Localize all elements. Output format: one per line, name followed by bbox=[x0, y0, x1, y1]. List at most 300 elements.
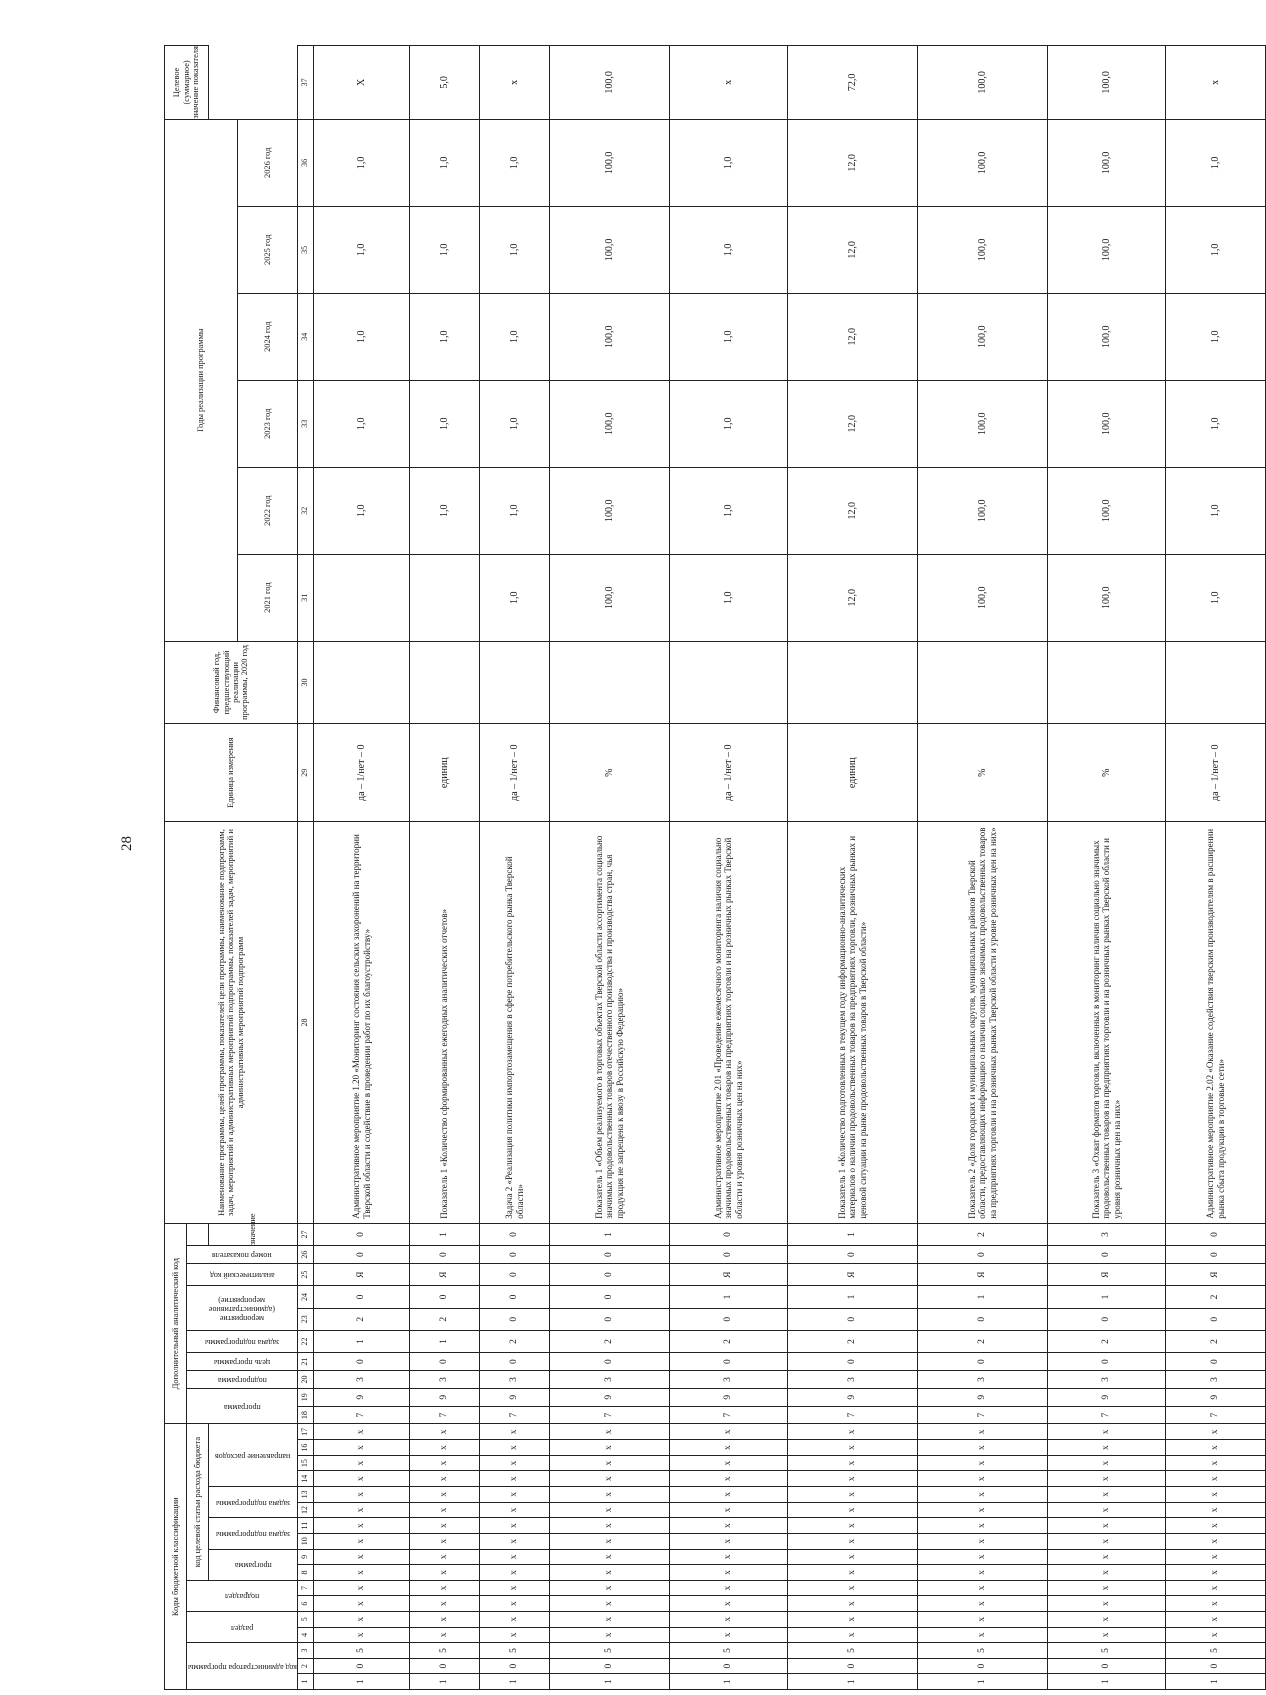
column-number: 18 bbox=[298, 1406, 314, 1424]
code-cell: х bbox=[550, 1424, 670, 1440]
code-cell: х bbox=[918, 1471, 1048, 1487]
year-value-cell: 100,0 bbox=[1048, 554, 1166, 641]
code-cell: х bbox=[670, 1518, 788, 1534]
subsection-header: подраздел bbox=[224, 1592, 260, 1602]
year-value-cell: 1,0 bbox=[410, 293, 480, 380]
code-cell: х bbox=[918, 1440, 1048, 1456]
year-value-cell: 1,0 bbox=[1166, 206, 1266, 293]
code-cell: 1 bbox=[410, 1330, 480, 1352]
code-cell: 0 bbox=[314, 1246, 410, 1264]
code-cell: х bbox=[1166, 1487, 1266, 1503]
target-item-header: код целевой статьи расхода бюджета bbox=[187, 1424, 209, 1580]
fin-year-cell bbox=[480, 641, 550, 724]
code-cell: 5 bbox=[314, 1643, 410, 1659]
code-cell: х bbox=[1048, 1455, 1166, 1471]
code-cell: х bbox=[410, 1565, 480, 1581]
target-value-cell: 5,0 bbox=[410, 46, 480, 120]
year-value-cell bbox=[314, 554, 410, 641]
unit-cell: да – 1/нет – 0 bbox=[670, 724, 788, 822]
year-value-cell: 1,0 bbox=[1166, 554, 1266, 641]
code-cell: х bbox=[410, 1596, 480, 1612]
year-value-cell: 100,0 bbox=[1048, 380, 1166, 467]
code-cell: 9 bbox=[918, 1388, 1048, 1406]
code-cell: х bbox=[1048, 1580, 1166, 1596]
code-cell: 5 bbox=[670, 1643, 788, 1659]
code-cell: 0 bbox=[788, 1658, 918, 1674]
code-cell: 2 bbox=[670, 1330, 788, 1352]
table-row bbox=[918, 46, 1048, 1690]
code-cell: 0 bbox=[550, 1658, 670, 1674]
target-value-cell: х bbox=[1166, 46, 1266, 120]
year-value-cell: 1,0 bbox=[410, 380, 480, 467]
code-cell: Я bbox=[670, 1264, 788, 1286]
year-value-cell: 100,0 bbox=[1048, 467, 1166, 554]
table-row bbox=[480, 46, 550, 1690]
unit-cell: единиц bbox=[410, 724, 480, 822]
code-cell: х bbox=[550, 1518, 670, 1534]
code-cell: 0 bbox=[1166, 1308, 1266, 1330]
code-cell: 0 bbox=[1048, 1353, 1166, 1371]
year-value-cell: 1,0 bbox=[670, 554, 788, 641]
code-cell: 2 bbox=[550, 1330, 670, 1352]
code-cell: х bbox=[550, 1471, 670, 1487]
code-cell: х bbox=[314, 1518, 410, 1534]
code-cell: х bbox=[1048, 1440, 1166, 1456]
code-cell: 0 bbox=[1048, 1246, 1166, 1264]
code-cell: 9 bbox=[670, 1388, 788, 1406]
code-cell: х bbox=[480, 1502, 550, 1518]
table-row bbox=[314, 46, 410, 1690]
code-cell: х bbox=[410, 1580, 480, 1596]
code-cell: 7 bbox=[410, 1406, 480, 1424]
code-cell: 5 bbox=[788, 1643, 918, 1659]
year-value-cell: 1,0 bbox=[1166, 119, 1266, 206]
table-body bbox=[314, 46, 1266, 1690]
code-cell: х bbox=[1166, 1471, 1266, 1487]
code-cell: 5 bbox=[480, 1643, 550, 1659]
code-cell: х bbox=[314, 1611, 410, 1627]
code-cell: 0 bbox=[1166, 1246, 1266, 1264]
code-cell: х bbox=[314, 1565, 410, 1581]
code-cell: х bbox=[480, 1440, 550, 1456]
code-cell: 0 bbox=[670, 1246, 788, 1264]
code-cell: х bbox=[788, 1611, 918, 1627]
fin-year-cell bbox=[918, 641, 1048, 724]
column-number: 22 bbox=[298, 1330, 314, 1352]
column-number: 24 bbox=[298, 1286, 314, 1308]
code-cell: х bbox=[918, 1565, 1048, 1581]
target-header: Целевое (суммарное) значение показателя bbox=[165, 46, 209, 120]
code-cell: х bbox=[1166, 1533, 1266, 1549]
code-cell: х bbox=[410, 1487, 480, 1503]
target-value-cell: х bbox=[670, 46, 788, 120]
row-name: Административное мероприятие 2.02 «Оказание содействия тверским производителям в расширении рынка сбыта продукции в торговые сети» bbox=[1166, 822, 1266, 1223]
code-cell: 1 bbox=[918, 1286, 1048, 1308]
code-cell: 7 bbox=[550, 1406, 670, 1424]
code-cell: х bbox=[1166, 1549, 1266, 1565]
year-value-cell: 1,0 bbox=[670, 293, 788, 380]
code-cell: х bbox=[670, 1565, 788, 1581]
year-value-cell: 1,0 bbox=[314, 119, 410, 206]
year-value-cell: 1,0 bbox=[670, 380, 788, 467]
code-cell: х bbox=[788, 1424, 918, 1440]
column-number: 25 bbox=[298, 1264, 314, 1286]
code-cell: х bbox=[410, 1502, 480, 1518]
page-number: 28 bbox=[119, 836, 135, 851]
target-value-cell: Х bbox=[314, 46, 410, 120]
code-cell: х bbox=[670, 1549, 788, 1565]
program2-header: программа bbox=[223, 1402, 261, 1412]
code-cell: х bbox=[788, 1518, 918, 1534]
code-cell: х bbox=[480, 1549, 550, 1565]
code-cell: х bbox=[1048, 1627, 1166, 1643]
code-cell: 0 bbox=[410, 1286, 480, 1308]
code-cell: 3 bbox=[670, 1371, 788, 1389]
code-cell: 0 bbox=[480, 1264, 550, 1286]
year-value-cell: 1,0 bbox=[670, 119, 788, 206]
code-cell: х bbox=[314, 1627, 410, 1643]
column-numbers-row bbox=[298, 46, 314, 1690]
code-cell: 1 bbox=[1166, 1674, 1266, 1690]
code-cell: 0 bbox=[314, 1286, 410, 1308]
year-2024-header: 2024 год bbox=[238, 293, 298, 380]
code-cell: х bbox=[480, 1565, 550, 1581]
year-value-cell: 100,0 bbox=[550, 467, 670, 554]
code-cell: Я bbox=[788, 1264, 918, 1286]
unit-cell: да – 1/нет – 0 bbox=[314, 724, 410, 822]
code-cell: х bbox=[550, 1580, 670, 1596]
code-cell: х bbox=[410, 1471, 480, 1487]
code-cell: х bbox=[480, 1580, 550, 1596]
year-value-cell bbox=[410, 554, 480, 641]
column-number: 23 bbox=[298, 1308, 314, 1330]
code-cell: х bbox=[1048, 1549, 1166, 1565]
year-value-cell: 100,0 bbox=[550, 554, 670, 641]
code-cell: 0 bbox=[918, 1353, 1048, 1371]
code-cell: 0 bbox=[314, 1353, 410, 1371]
code-cell: 0 bbox=[918, 1308, 1048, 1330]
subprogram-task-header: задача подпрограммы bbox=[204, 1338, 280, 1348]
code-cell: х bbox=[1048, 1502, 1166, 1518]
code-cell: х bbox=[670, 1611, 788, 1627]
code-cell: х bbox=[788, 1440, 918, 1456]
code-cell: Я bbox=[918, 1264, 1048, 1286]
task-code-header: задача подпрограммы bbox=[215, 1498, 291, 1508]
code-cell: х bbox=[550, 1502, 670, 1518]
code-cell: х bbox=[670, 1533, 788, 1549]
code-cell: х bbox=[480, 1471, 550, 1487]
code-cell: х bbox=[410, 1424, 480, 1440]
year-value-cell: 12,0 bbox=[788, 380, 918, 467]
expense-direction-header: направление расходов bbox=[215, 1451, 291, 1461]
code-cell: х bbox=[410, 1627, 480, 1643]
code-cell: х bbox=[550, 1440, 670, 1456]
fin-year-cell bbox=[1048, 641, 1166, 724]
code-cell: х bbox=[788, 1455, 918, 1471]
year-value-cell: 1,0 bbox=[480, 467, 550, 554]
program-indicators-table bbox=[164, 45, 1266, 1690]
target-value-cell: х bbox=[480, 46, 550, 120]
code-cell: 0 bbox=[480, 1353, 550, 1371]
year-value-cell: 100,0 bbox=[918, 206, 1048, 293]
code-cell: 0 bbox=[918, 1658, 1048, 1674]
year-value-cell: 1,0 bbox=[410, 119, 480, 206]
code-cell: х bbox=[1048, 1565, 1166, 1581]
code-cell: 7 bbox=[480, 1406, 550, 1424]
year-value-cell: 1,0 bbox=[314, 293, 410, 380]
column-number: 30 bbox=[298, 641, 314, 724]
additional-code-header: Дополнительный аналитический код bbox=[165, 1223, 187, 1424]
code-cell: 0 bbox=[480, 1246, 550, 1264]
code-cell: 1 bbox=[788, 1286, 918, 1308]
code-cell: х bbox=[918, 1455, 1048, 1471]
year-value-cell: 1,0 bbox=[480, 554, 550, 641]
code-cell: х bbox=[314, 1533, 410, 1549]
budget-codes-header: Коды бюджетной классификации bbox=[165, 1424, 187, 1690]
code-cell: 0 bbox=[550, 1308, 670, 1330]
code-cell: х bbox=[1048, 1487, 1166, 1503]
table-row bbox=[410, 46, 480, 1690]
unit-cell: % bbox=[550, 724, 670, 822]
column-number: 9 bbox=[298, 1549, 314, 1565]
column-number: 32 bbox=[298, 467, 314, 554]
admin-code-header: код администратора программы bbox=[187, 1662, 297, 1672]
row-name: Показатель 1 «Количество подготовленных в текущем году информационно-аналитических материалов о наличии продовольственных товаров на предприятиях торговли, розничных рынках и ценовой ситуации на рынке продовольственных товаров в Тверской области» bbox=[788, 822, 918, 1223]
code-cell: х bbox=[550, 1596, 670, 1612]
year-value-cell: 100,0 bbox=[1048, 119, 1166, 206]
code-cell: х bbox=[670, 1487, 788, 1503]
code-cell: 1 bbox=[788, 1223, 918, 1245]
year-value-cell: 12,0 bbox=[788, 293, 918, 380]
measure-header: мероприятие (административное мероприятие) bbox=[208, 1295, 276, 1323]
code-cell: х bbox=[670, 1502, 788, 1518]
code-cell: 0 bbox=[670, 1658, 788, 1674]
code-cell: 0 bbox=[480, 1223, 550, 1245]
row-name: Показатель 1 «Объем реализуемого в торговых объектах Тверской области ассортимента социально значимых продовольственных товаров отечественного производства и производства стран, чья продукция не запрещена к ввозу в Российскую Федерацию» bbox=[550, 822, 670, 1223]
code-cell: 0 bbox=[1048, 1658, 1166, 1674]
code-cell: х bbox=[1166, 1611, 1266, 1627]
code-cell: х bbox=[480, 1455, 550, 1471]
column-number: 14 bbox=[298, 1471, 314, 1487]
code-cell: 5 bbox=[410, 1643, 480, 1659]
year-value-cell: 12,0 bbox=[788, 554, 918, 641]
code-cell: 1 bbox=[1048, 1674, 1166, 1690]
column-number: 34 bbox=[298, 293, 314, 380]
code-cell: 9 bbox=[480, 1388, 550, 1406]
code-cell: 2 bbox=[788, 1330, 918, 1352]
code-cell: х bbox=[788, 1549, 918, 1565]
code-cell: х bbox=[480, 1533, 550, 1549]
code-cell: 0 bbox=[918, 1246, 1048, 1264]
code-cell: х bbox=[314, 1440, 410, 1456]
code-cell: 0 bbox=[480, 1286, 550, 1308]
code-cell: х bbox=[550, 1487, 670, 1503]
code-cell: 0 bbox=[550, 1353, 670, 1371]
code-cell: 0 bbox=[670, 1353, 788, 1371]
year-value-cell: 1,0 bbox=[314, 206, 410, 293]
table-row bbox=[550, 46, 670, 1690]
code-cell: 0 bbox=[1048, 1308, 1166, 1330]
column-number: 13 bbox=[298, 1487, 314, 1503]
year-value-cell: 100,0 bbox=[918, 119, 1048, 206]
code-cell: х bbox=[788, 1596, 918, 1612]
code-cell: 7 bbox=[314, 1406, 410, 1424]
program-code-header: программа bbox=[234, 1561, 272, 1571]
row-name: Задача 2 «Реализация политики импортозамещения в сфере потребительского рынка Тверской области» bbox=[480, 822, 550, 1223]
code-cell: х bbox=[918, 1424, 1048, 1440]
code-cell: х bbox=[314, 1424, 410, 1440]
code-cell: х bbox=[1166, 1596, 1266, 1612]
year-value-cell: 100,0 bbox=[1048, 206, 1166, 293]
code-cell: х bbox=[918, 1611, 1048, 1627]
target-value-cell: 100,0 bbox=[1048, 46, 1166, 120]
code-cell: 3 bbox=[314, 1371, 410, 1389]
code-cell: 3 bbox=[1048, 1223, 1166, 1245]
year-value-cell: 100,0 bbox=[918, 467, 1048, 554]
code-cell: 0 bbox=[480, 1308, 550, 1330]
code-cell: 9 bbox=[788, 1388, 918, 1406]
code-cell: 0 bbox=[788, 1308, 918, 1330]
fin-year-cell bbox=[550, 641, 670, 724]
code-cell: 0 bbox=[670, 1308, 788, 1330]
code-cell: х bbox=[550, 1627, 670, 1643]
code-cell: Я bbox=[1166, 1264, 1266, 1286]
row-name: Административное мероприятие 2.01 «Проведение ежемесячного мониторинга наличия социально значимых продовольственных товаров на предприятиях торговли и на розничных рынках Тверской области и уровня розничных цен на них» bbox=[670, 822, 788, 1223]
code-cell: 2 bbox=[480, 1330, 550, 1352]
year-value-cell: 1,0 bbox=[670, 467, 788, 554]
column-number: 12 bbox=[298, 1502, 314, 1518]
code-cell: 0 bbox=[1166, 1223, 1266, 1245]
code-cell: 3 bbox=[550, 1371, 670, 1389]
code-cell: х bbox=[1166, 1502, 1266, 1518]
subprogram-header: подпрограмма bbox=[217, 1375, 267, 1385]
code-cell: 7 bbox=[670, 1406, 788, 1424]
table-row bbox=[788, 46, 918, 1690]
fin-year-cell bbox=[670, 641, 788, 724]
code-cell: х bbox=[788, 1471, 918, 1487]
column-number: 35 bbox=[298, 206, 314, 293]
code-cell: 0 bbox=[788, 1353, 918, 1371]
code-cell: х bbox=[918, 1549, 1048, 1565]
code-cell: 0 bbox=[1166, 1658, 1266, 1674]
column-number: 3 bbox=[298, 1643, 314, 1659]
code-cell: 1 bbox=[670, 1286, 788, 1308]
code-cell: 9 bbox=[410, 1388, 480, 1406]
unit-cell: да – 1/нет – 0 bbox=[1166, 724, 1266, 822]
code-cell: 9 bbox=[550, 1388, 670, 1406]
year-value-cell: 1,0 bbox=[410, 206, 480, 293]
code-cell: 1 bbox=[410, 1223, 480, 1245]
code-cell: х bbox=[1048, 1471, 1166, 1487]
column-number: 4 bbox=[298, 1627, 314, 1643]
code-cell: х bbox=[1048, 1424, 1166, 1440]
column-number: 27 bbox=[298, 1223, 314, 1245]
code-cell: 3 bbox=[918, 1371, 1048, 1389]
indicator-type-header: аналитический код bbox=[209, 1271, 275, 1281]
code-cell: х bbox=[788, 1487, 918, 1503]
code-cell: х bbox=[314, 1502, 410, 1518]
code-cell: х bbox=[670, 1424, 788, 1440]
code-cell: 0 bbox=[410, 1246, 480, 1264]
column-number: 15 bbox=[298, 1455, 314, 1471]
column-number: 31 bbox=[298, 554, 314, 641]
code-cell: 1 bbox=[1048, 1286, 1166, 1308]
code-cell: х bbox=[550, 1533, 670, 1549]
year-value-cell: 100,0 bbox=[550, 206, 670, 293]
column-number: 36 bbox=[298, 119, 314, 206]
unit-cell: % bbox=[1048, 724, 1166, 822]
code-cell: х bbox=[670, 1596, 788, 1612]
year-value-cell: 1,0 bbox=[1166, 467, 1266, 554]
code-cell: Я bbox=[410, 1264, 480, 1286]
column-number: 20 bbox=[298, 1371, 314, 1389]
code-cell: х bbox=[1166, 1627, 1266, 1643]
code-cell: 1 bbox=[480, 1674, 550, 1690]
column-number: 37 bbox=[298, 46, 314, 120]
target-value-header: значение bbox=[209, 1223, 298, 1245]
column-number: 1 bbox=[298, 1674, 314, 1690]
code-cell: х bbox=[480, 1487, 550, 1503]
code-cell: х bbox=[410, 1518, 480, 1534]
code-cell: 9 bbox=[314, 1388, 410, 1406]
code-cell: 1 bbox=[788, 1674, 918, 1690]
year-value-cell: 1,0 bbox=[670, 206, 788, 293]
column-number: 2 bbox=[298, 1658, 314, 1674]
code-cell: х bbox=[314, 1580, 410, 1596]
code-cell: х bbox=[918, 1487, 1048, 1503]
code-cell: х bbox=[314, 1596, 410, 1612]
column-number: 8 bbox=[298, 1565, 314, 1581]
year-value-cell: 1,0 bbox=[314, 380, 410, 467]
code-cell: 0 bbox=[550, 1246, 670, 1264]
code-cell: х bbox=[480, 1424, 550, 1440]
code-cell: 3 bbox=[480, 1371, 550, 1389]
code-cell: х bbox=[314, 1471, 410, 1487]
code-cell: 3 bbox=[1166, 1371, 1266, 1389]
year-value-cell: 1,0 bbox=[480, 119, 550, 206]
code-cell: х bbox=[550, 1611, 670, 1627]
code-cell: 0 bbox=[670, 1223, 788, 1245]
year-value-cell: 100,0 bbox=[550, 119, 670, 206]
column-number: 10 bbox=[298, 1533, 314, 1549]
code-cell: 0 bbox=[550, 1286, 670, 1308]
indicator-number-header: номер показателя bbox=[212, 1251, 272, 1261]
unit-column-header: Единица измерения bbox=[165, 724, 298, 822]
code-cell: Я bbox=[314, 1264, 410, 1286]
year-value-cell: 1,0 bbox=[480, 293, 550, 380]
code-cell: х bbox=[1048, 1611, 1166, 1627]
year-2026-header: 2026 год bbox=[238, 119, 298, 206]
code-cell: 0 bbox=[410, 1658, 480, 1674]
code-cell: х bbox=[1166, 1518, 1266, 1534]
code-cell: х bbox=[314, 1455, 410, 1471]
code-cell: 0 bbox=[1166, 1353, 1266, 1371]
year-value-cell: 1,0 bbox=[480, 206, 550, 293]
column-number: 28 bbox=[298, 822, 314, 1223]
code-cell: х bbox=[788, 1533, 918, 1549]
column-number: 7 bbox=[298, 1580, 314, 1596]
code-cell: 1 bbox=[550, 1223, 670, 1245]
column-number: 16 bbox=[298, 1440, 314, 1456]
code-cell: х bbox=[670, 1455, 788, 1471]
fin-year-cell bbox=[1166, 641, 1266, 724]
code-cell: 7 bbox=[918, 1406, 1048, 1424]
table-row bbox=[670, 46, 788, 1690]
row-name: Показатель 2 «Доля городских и муниципальных округов, муниципальных районов Тверской области, предоставляющих информацию о наличии социально значимых продовольственных товаров на предприятиях торговли и на розничных рынках Тверской области и уровне розничных цен на них» bbox=[918, 822, 1048, 1223]
year-value-cell: 1,0 bbox=[1166, 380, 1266, 467]
target-value-cell: 100,0 bbox=[550, 46, 670, 120]
code-cell: 0 bbox=[314, 1223, 410, 1245]
